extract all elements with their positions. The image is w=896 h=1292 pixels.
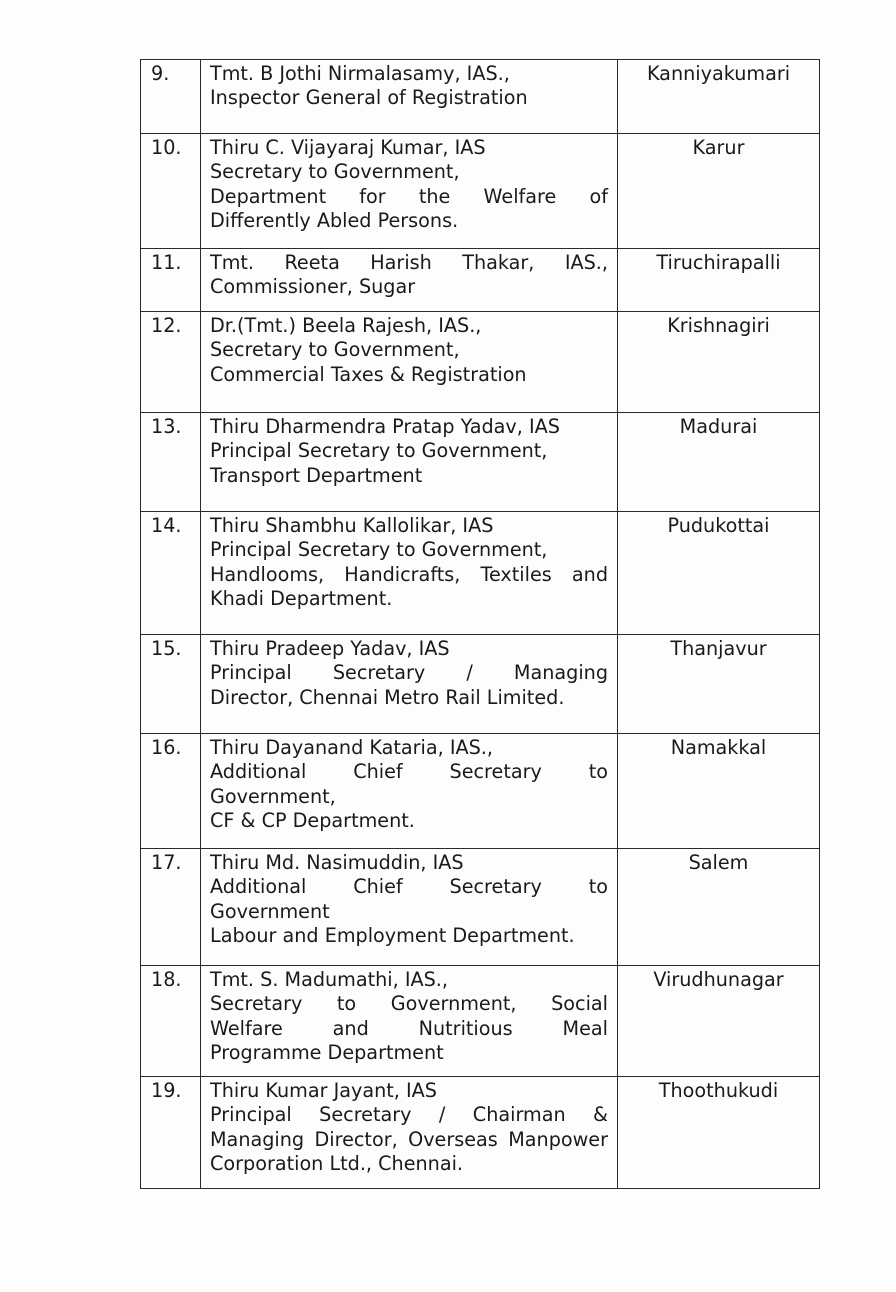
- table-row: [141, 134, 820, 249]
- serial-number: 14.: [141, 512, 201, 635]
- officer-details: [201, 413, 618, 512]
- officer-details: [201, 1077, 618, 1189]
- officer-line: Corporation Ltd., Chennai.: [210, 1151, 464, 1175]
- officer-details: [201, 249, 618, 312]
- officer-line: Labour and Employment Department.: [210, 923, 575, 947]
- officer-line: Additional Chief Secretary to: [210, 875, 608, 899]
- serial-number: 10.: [141, 134, 201, 249]
- serial-number: 15.: [141, 635, 201, 734]
- officer-line: Thiru Dharmendra Pratap Yadav, IAS: [210, 415, 560, 438]
- officer-details: [201, 734, 618, 849]
- district-name: Krishnagiri: [618, 312, 820, 413]
- district-name: Tiruchirapalli: [618, 249, 820, 312]
- district-name: Thoothukudi: [618, 1077, 820, 1189]
- officer-details: [201, 512, 618, 635]
- officer-line: Thiru Md. Nasimuddin, IAS: [210, 851, 464, 874]
- officer-line: Managing Director, Overseas Manpower: [210, 1127, 608, 1151]
- officer-line: Principal Secretary / Managing: [210, 661, 608, 685]
- serial-number: 12.: [141, 312, 201, 413]
- officer-line: Tmt. Reeta Harish Thakar, IAS.,: [210, 251, 608, 274]
- officer-line: Department for the Welfare of: [210, 184, 608, 208]
- table-row: [141, 849, 820, 966]
- officer-line: Government: [210, 899, 330, 923]
- officer-line: Secretary to Government,: [210, 160, 460, 184]
- table-row: [141, 60, 820, 134]
- officer-line: Thiru Kumar Jayant, IAS: [210, 1079, 437, 1102]
- officer-details: [201, 849, 618, 966]
- officer-line: Transport Department: [210, 463, 423, 487]
- officer-line: Tmt. S. Madumathi, IAS.,: [210, 968, 448, 991]
- district-name: Kanniyakumari: [618, 60, 820, 134]
- officer-details: [201, 60, 618, 134]
- officer-district-table: [140, 59, 820, 1189]
- officer-details: [201, 635, 618, 734]
- officer-details: [201, 134, 618, 249]
- officer-line: Programme Department: [210, 1040, 444, 1064]
- officer-line: Additional Chief Secretary to: [210, 760, 608, 784]
- table-row: [141, 413, 820, 512]
- serial-number: 9.: [141, 60, 201, 134]
- officer-line: Thiru Shambhu Kallolikar, IAS: [210, 514, 494, 537]
- district-name: Pudukottai: [618, 512, 820, 635]
- district-name: Salem: [618, 849, 820, 966]
- officer-line: Khadi Department.: [210, 586, 393, 610]
- serial-number: 13.: [141, 413, 201, 512]
- officer-line: Commissioner, Sugar: [210, 275, 416, 299]
- officer-line: Government,: [210, 784, 336, 808]
- serial-number: 18.: [141, 966, 201, 1077]
- serial-number: 16.: [141, 734, 201, 849]
- officer-line: CF & CP Department.: [210, 808, 415, 832]
- table-row: [141, 1077, 820, 1189]
- officer-line: Principal Secretary to Government,: [210, 538, 548, 562]
- officer-line: Differently Abled Persons.: [210, 208, 459, 232]
- officer-line: Thiru Dayanand Kataria, IAS.,: [210, 736, 493, 759]
- officer-line: Tmt. B Jothi Nirmalasamy, IAS.,: [210, 62, 510, 85]
- officer-line: Welfare and Nutritious Meal: [210, 1016, 608, 1040]
- officer-line: Secretary to Government, Social: [210, 992, 608, 1016]
- table-row: [141, 966, 820, 1077]
- serial-number: 19.: [141, 1077, 201, 1189]
- table-row: [141, 249, 820, 312]
- officer-line: Director, Chennai Metro Rail Limited.: [210, 685, 565, 709]
- officer-line: Principal Secretary / Chairman &: [210, 1103, 608, 1127]
- officer-line: Secretary to Government,: [210, 338, 460, 362]
- officer-line: Thiru Pradeep Yadav, IAS: [210, 637, 450, 660]
- officer-line: Handlooms, Handicrafts, Textiles and: [210, 562, 608, 586]
- district-name: Virudhunagar: [618, 966, 820, 1077]
- district-name: Madurai: [618, 413, 820, 512]
- table-row: [141, 312, 820, 413]
- officer-line: Dr.(Tmt.) Beela Rajesh, IAS.,: [210, 314, 482, 337]
- table-row: [141, 635, 820, 734]
- officer-line: Commercial Taxes & Registration: [210, 362, 527, 386]
- district-name: Namakkal: [618, 734, 820, 849]
- officer-line: Thiru C. Vijayaraj Kumar, IAS: [210, 136, 486, 159]
- officer-details: [201, 312, 618, 413]
- table-row: [141, 512, 820, 635]
- officer-line: Inspector General of Registration: [210, 86, 528, 110]
- officer-details: [201, 966, 618, 1077]
- serial-number: 17.: [141, 849, 201, 966]
- serial-number: 11.: [141, 249, 201, 312]
- district-name: Thanjavur: [618, 635, 820, 734]
- officer-line: Principal Secretary to Government,: [210, 439, 548, 463]
- table-row: [141, 734, 820, 849]
- district-name: Karur: [618, 134, 820, 249]
